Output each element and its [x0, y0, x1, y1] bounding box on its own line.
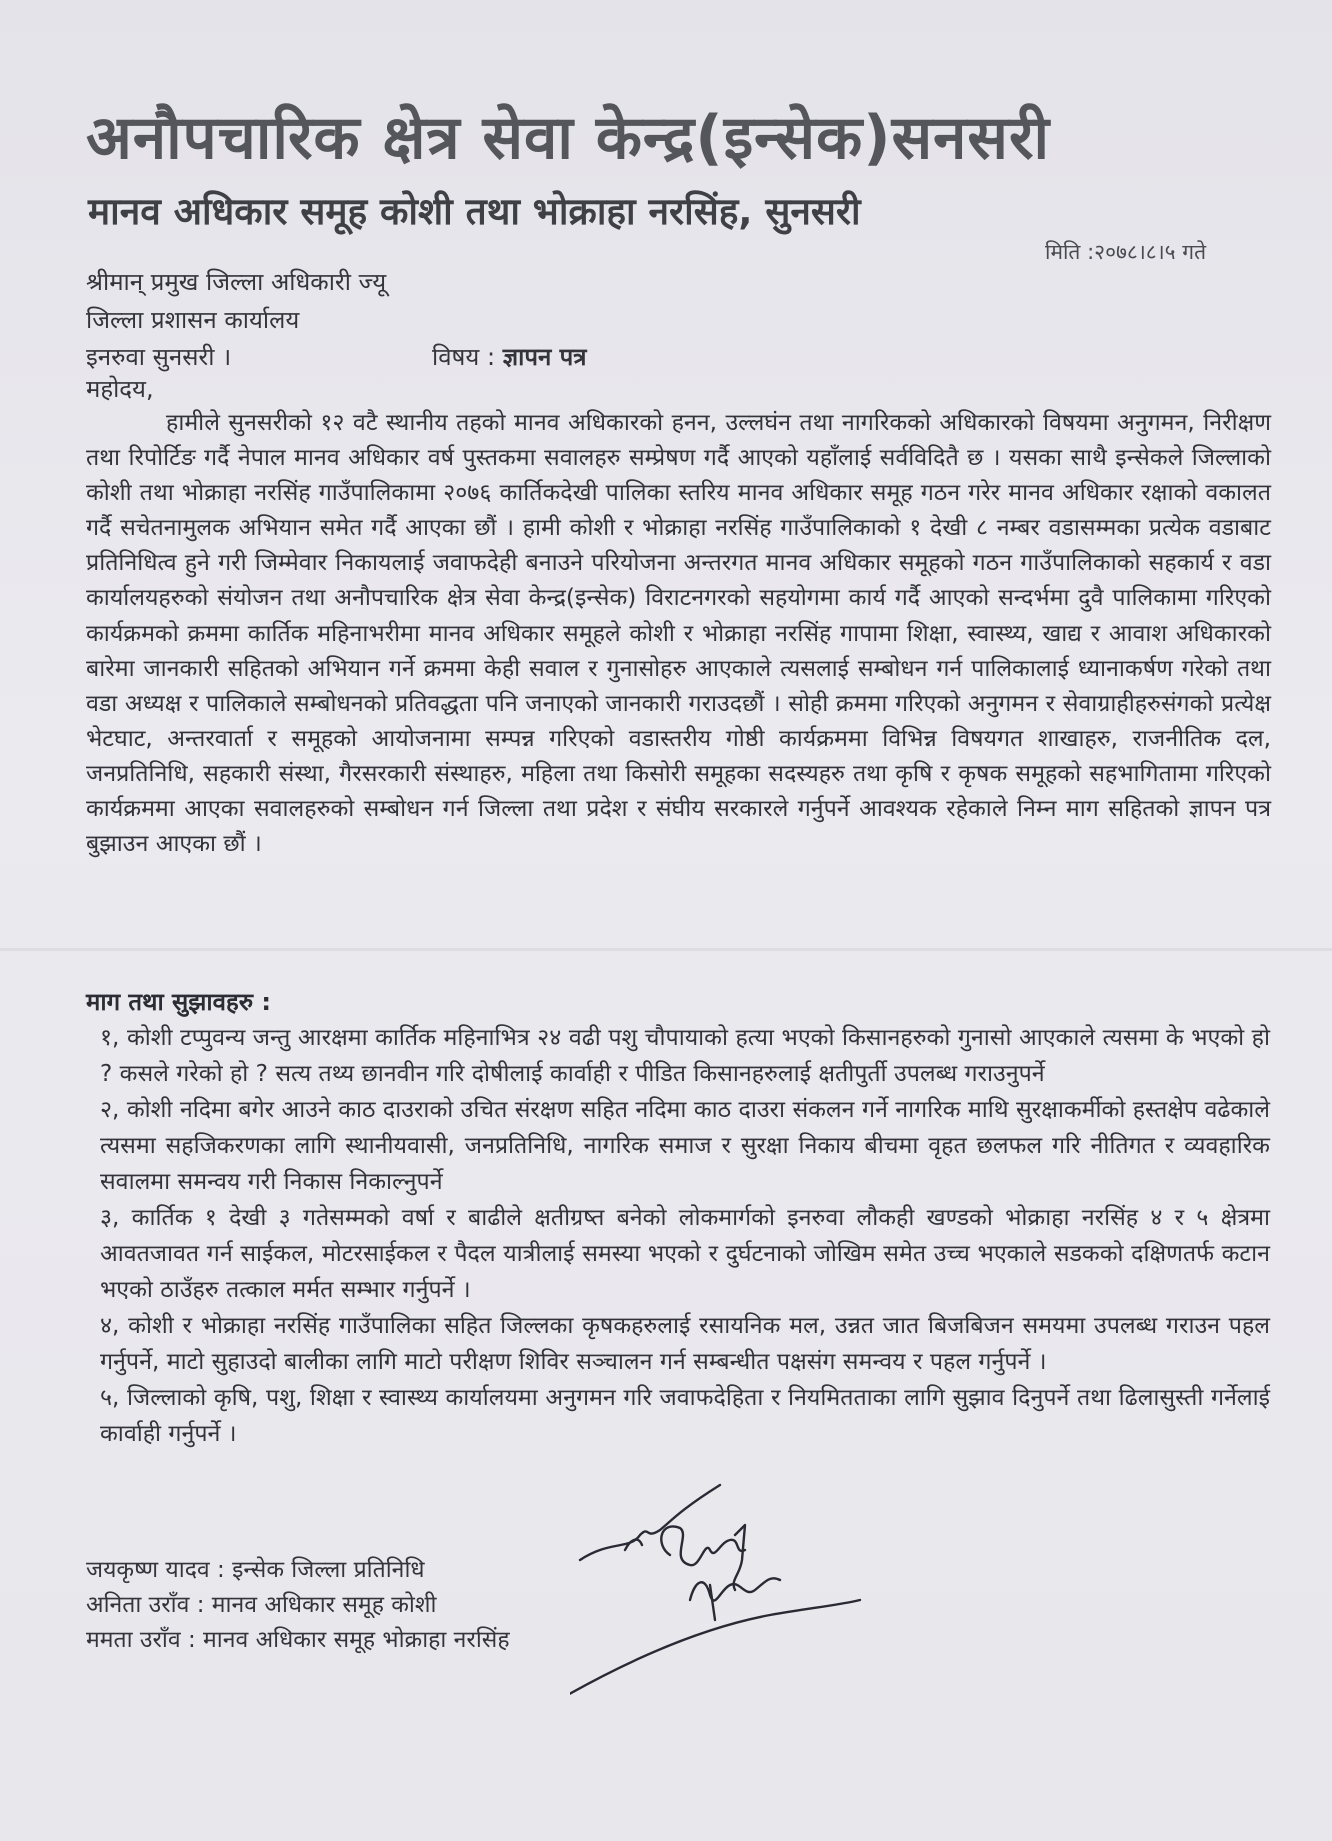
demand-item: ३, कार्तिक १ देखी ३ गतेसम्मको वर्षा र बाढीले क्षतीग्रष्त बनेको लोकमार्गको इनरुवा लौकही खण्डको भोक्राहा नरसिंह ४ र ५ क्षेत्रमा आवतजावत गर्न साईकल, मोटरसाईकल र पैदल यात्रीलाई समस्या भएको र दुर्घटनाको जोखिम समेत उच्च भएकाले सडकको दक्षिणतर्फ कटान भएको ठाउँहरु तत्काल मर्मत सम्भार गर्नुपर्ने । [100, 1204, 1270, 1303]
organization-title: अनौपचारिक क्षेत्र सेवा केन्द्र(इन्सेक)सनसरी [86, 103, 1051, 173]
handwritten-signatures [570, 1480, 870, 1700]
demand-item: १, कोशी टप्पुवन्य जन्तु आरक्षमा कार्तिक महिनाभित्र २४ वढी पशु चौपायाको हत्या भएको किसानहरुको गुनासो आएकाले त्यसमा के भएको हो ? कसले गरेको हो ? सत्य तथ्य छानवीन गरि दोषीलाई कार्वाही र पीडित किसानहरुलाई क्षतीपुर्ती उपलब्ध गराउनुपर्ने [100, 1024, 1270, 1087]
recipient-line-3: इनरुवा सुनसरी । [86, 343, 232, 371]
signature-stroke [734, 1525, 745, 1590]
signature-stroke [661, 1526, 745, 1565]
demands-list [100, 1020, 1270, 1452]
demands-heading: माग तथा सुझावहरु : [86, 988, 271, 1016]
recipient-line-1: श्रीमान् प्रमुख जिल्ला अधिकारी ज्यू [86, 268, 387, 296]
paper-fold [0, 948, 1332, 951]
letter-date: मिति :२०७८।८।५ गते [1045, 240, 1207, 264]
subject-label: विषय : [432, 343, 496, 371]
demand-item: ५, जिल्लाको कृषि, पशु, शिक्षा र स्वास्थ्य कार्यालयमा अनुगमन गरि जवाफदेहिता र नियमितताका लागि सुझाव दिनुपर्ने तथा ढिलासुस्ती गर्नेलाई कार्वाही गर्नुपर्ने । [100, 1384, 1270, 1447]
signature-stroke [710, 1585, 715, 1620]
signatory-3: ममता उराँव : मानव अधिकार समूह भोक्राहा नरसिंह [86, 1627, 510, 1653]
salutation: महोदय, [86, 375, 154, 403]
signatory-2: अनिता उराँव : मानव अधिकार समूह कोशी [86, 1592, 437, 1618]
subject-line [432, 340, 587, 373]
signature-stroke [625, 1540, 642, 1550]
organization-subtitle: मानव अधिकार समूह कोशी तथा भोक्राहा नरसिंह, सुनसरी [88, 190, 861, 233]
signature-stroke [580, 1485, 720, 1560]
demand-item: ४, कोशी र भोक्राहा नरसिंह गाउँपालिका सहित जिल्लका कृषकहरुलाई रसायनिक मल, उन्नत जात बिजबिजन समयमा उपलब्ध गराउन पहल गर्नुपर्ने, माटो सुहाउदो बालीका लागि माटो परीक्षण शिविर सञ्चालन गर्न सम्बन्धीत पक्षसंग समन्वय र पहल गर्नुपर्ने । [100, 1312, 1270, 1375]
recipient-line-2: जिल्ला प्रशासन कार्यालय [86, 306, 300, 334]
demand-item: २, कोशी नदिमा बगेर आउने काठ दाउराको उचित संरक्षण सहित नदिमा काठ दाउरा संकलन गर्ने नागरिक माथि सुरक्षाकर्मीको हस्तक्षेप वढेकाले त्यसमा सहजिकरणका लागि स्थानीयवासी, जनप्रतिनिधि, नागरिक समाज र सुरक्षा निकाय बीचमा वृहत छलफल गरि नीतिगत र व्यवहारिक सवालमा समन्वय गरी निकास निकाल्नुपर्ने [100, 1096, 1270, 1195]
signatory-1: जयकृष्ण यादव : इन्सेक जिल्ला प्रतिनिधि [86, 1557, 425, 1583]
letter-body: हामीले सुनसरीको १२ वटै स्थानीय तहको मानव अधिकारको हनन, उल्लघंन तथा नागरिकको अधिकारको विषयमा अनुगमन, निरीक्षण तथा रिपोर्टिङ गर्दै नेपाल मानव अधिकार वर्ष पुस्तकमा सवालहरु सम्प्रेषण गर्दै आएको यहाँलाई सर्वविदितै छ । यसका साथै इन्सेकले जिल्लाको कोशी तथा भोक्राहा नरसिंह गाउँपालिकामा २०७६ कार्तिकदेखी पालिका स्तरिय मानव अधिकार समूह गठन गरेर मानव अधिकार रक्षाको वकालत गर्दै सचेतनामुलक अभियान समेत गर्दै आएका छौं । हामी कोशी र भोक्राहा नरसिंह गाउँपालिकाको १ देखी ८ नम्बर वडासम्मका प्रत्येक वडाबाट प्रतिनिधित्व हुने गरी जिम्मेवार निकायलाई जवाफदेही बनाउने परियोजना अन्तरगत मानव अधिकार समूहको गठन गाउँपालिकाको सहकार्य र वडा कार्यालयहरुको संयोजन तथा अनौपचारिक क्षेत्र सेवा केन्द्र(इन्सेक) विराटनगरको सहयोगमा कार्य गर्दै आएको सन्दर्भमा दुवै पालिकामा गरिएको कार्यक्रमको क्रममा कार्तिक महिनाभरीमा मानव अधिकार समूहले कोशी र भोक्राहा नरसिंह गापामा शिक्षा, स्वास्थ्य, खाद्य र आवाश अधिकारको बारेमा जानकारी सहितको अभियान गर्ने क्रममा केही सवाल र गुनासोहरु आएकाले त्यसलाई सम्बोधन गर्न पालिकालाई ध्यानाकर्षण गरेको तथा वडा अध्यक्ष र पालिकाले सम्बोधनको प्रतिवद्धता पनि जनाएको जानकारी गराउदछौं । सोही क्रममा गरिएको अनुगमन र सेवाग्राहीहरुसंगको प्रत्येक्ष भेटघाट, अन्तरवार्ता र समूहको आयोजनामा सम्पन्न गरिएको वडास्तरीय गोष्ठी कार्यक्रममा विभिन्न विषयगत शाखाहरु, राजनीतिक दल, जनप्रतिनिधि, सहकारी संस्था, गैरसरकारी संस्थाहरु, महिला तथा किसोरी समूहका सदस्यहरु तथा कृषि र कृषक समूहको सहभागितामा गरिएको कार्यक्रममा आएका सवालहरुको सम्बोधन गर्न जिल्ला तथा प्रदेश र संघीय सरकारले गर्नुपर्ने आवश्यक रहेकाले निम्न माग सहितको ज्ञापन पत्र बुझाउन आएका छौं । [86, 409, 1271, 858]
subject-text: ज्ञापन पत्र [502, 343, 587, 371]
